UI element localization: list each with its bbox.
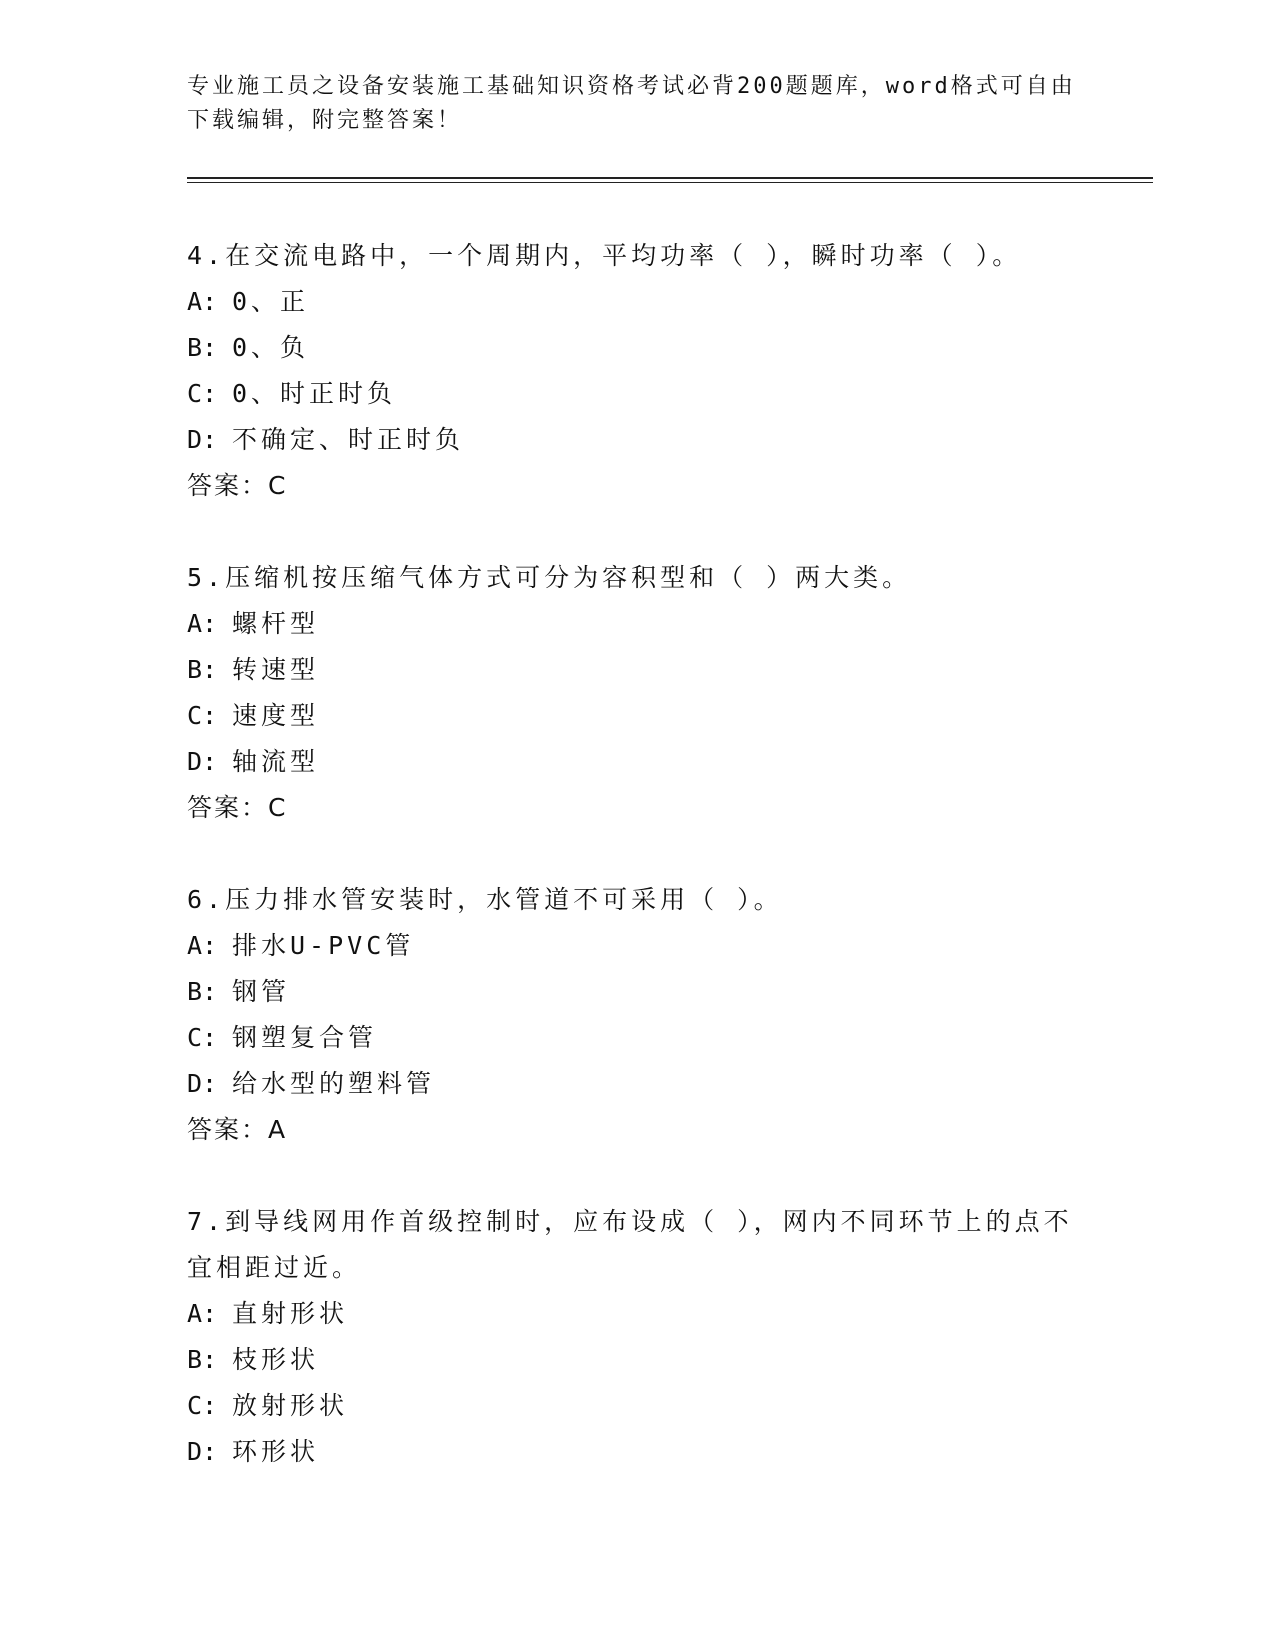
option-key: B:: [187, 1345, 218, 1374]
option-b: [187, 325, 1087, 371]
option-text: 钢管: [232, 977, 291, 1006]
option-key: D:: [187, 747, 218, 776]
option-b: [187, 647, 1087, 693]
question-4: [187, 233, 1087, 509]
question-6: [187, 877, 1087, 1153]
question-stem-line-1: 7.到导线网用作首级控制时，应布设成（ ），网内不同环节上的点不: [187, 1207, 1073, 1236]
header-line-2: 下载编辑，附完整答案！: [187, 108, 463, 133]
question-stem: 6.压力排水管安装时，水管道不可采用（ ）。: [187, 885, 783, 914]
option-key: A:: [187, 609, 218, 638]
option-text: 直射形状: [232, 1299, 349, 1328]
option-text: 环形状: [232, 1437, 320, 1466]
option-a: [187, 923, 1087, 969]
option-key: B:: [187, 655, 218, 684]
option-a: [187, 1291, 1087, 1337]
option-text: 转速型: [232, 655, 320, 684]
option-text: 放射形状: [232, 1391, 349, 1420]
option-c: [187, 1383, 1087, 1429]
option-b: [187, 969, 1087, 1015]
option-text: 螺杆型: [232, 609, 320, 638]
option-a: [187, 279, 1087, 325]
option-text: 钢塑复合管: [232, 1023, 378, 1052]
option-key: A:: [187, 1299, 218, 1328]
option-a: [187, 601, 1087, 647]
option-key: A:: [187, 931, 218, 960]
option-text: 不确定、时正时负: [232, 425, 465, 454]
option-key: C:: [187, 1391, 218, 1420]
option-d: [187, 739, 1087, 785]
option-text: 0、时正时负: [232, 379, 397, 408]
question-stem-line-2: 宜相距过近。: [187, 1253, 362, 1282]
option-key: C:: [187, 1023, 218, 1052]
option-key: D:: [187, 425, 218, 454]
option-key: B:: [187, 333, 218, 362]
option-text: 给水型的塑料管: [232, 1069, 436, 1098]
question-list: [187, 233, 1087, 1521]
question-stem: 4.在交流电路中，一个周期内，平均功率（ ），瞬时功率（ ）。: [187, 241, 1022, 270]
option-text: 枝形状: [232, 1345, 320, 1374]
header-divider-thin: [187, 182, 1153, 183]
option-key: C:: [187, 379, 218, 408]
answer-line: 答案：C: [187, 793, 288, 822]
question-5: [187, 555, 1087, 831]
option-b: [187, 1337, 1087, 1383]
header-line-1: 专业施工员之设备安装施工基础知识资格考试必背200题题库，word格式可自由: [187, 74, 1076, 99]
option-c: [187, 1015, 1087, 1061]
option-c: [187, 371, 1087, 417]
option-text: 轴流型: [232, 747, 320, 776]
option-text: 0、负: [232, 333, 310, 362]
question-7: [187, 1199, 1087, 1475]
option-d: [187, 1061, 1087, 1107]
question-stem: 5.压缩机按压缩气体方式可分为容积型和（ ）两大类。: [187, 563, 912, 592]
option-key: B:: [187, 977, 218, 1006]
answer-line: 答案：A: [187, 1115, 288, 1144]
option-d: [187, 417, 1087, 463]
option-text: 排水U-PVC管: [232, 931, 415, 960]
option-key: A:: [187, 287, 218, 316]
option-text: 0、正: [232, 287, 310, 316]
option-d: [187, 1429, 1087, 1475]
option-key: D:: [187, 1069, 218, 1098]
option-c: [187, 693, 1087, 739]
answer-line: 答案：C: [187, 471, 288, 500]
document-header: [187, 70, 1077, 138]
option-text: 速度型: [232, 701, 320, 730]
option-key: C:: [187, 701, 218, 730]
header-divider-thick: [187, 177, 1153, 179]
option-key: D:: [187, 1437, 218, 1466]
